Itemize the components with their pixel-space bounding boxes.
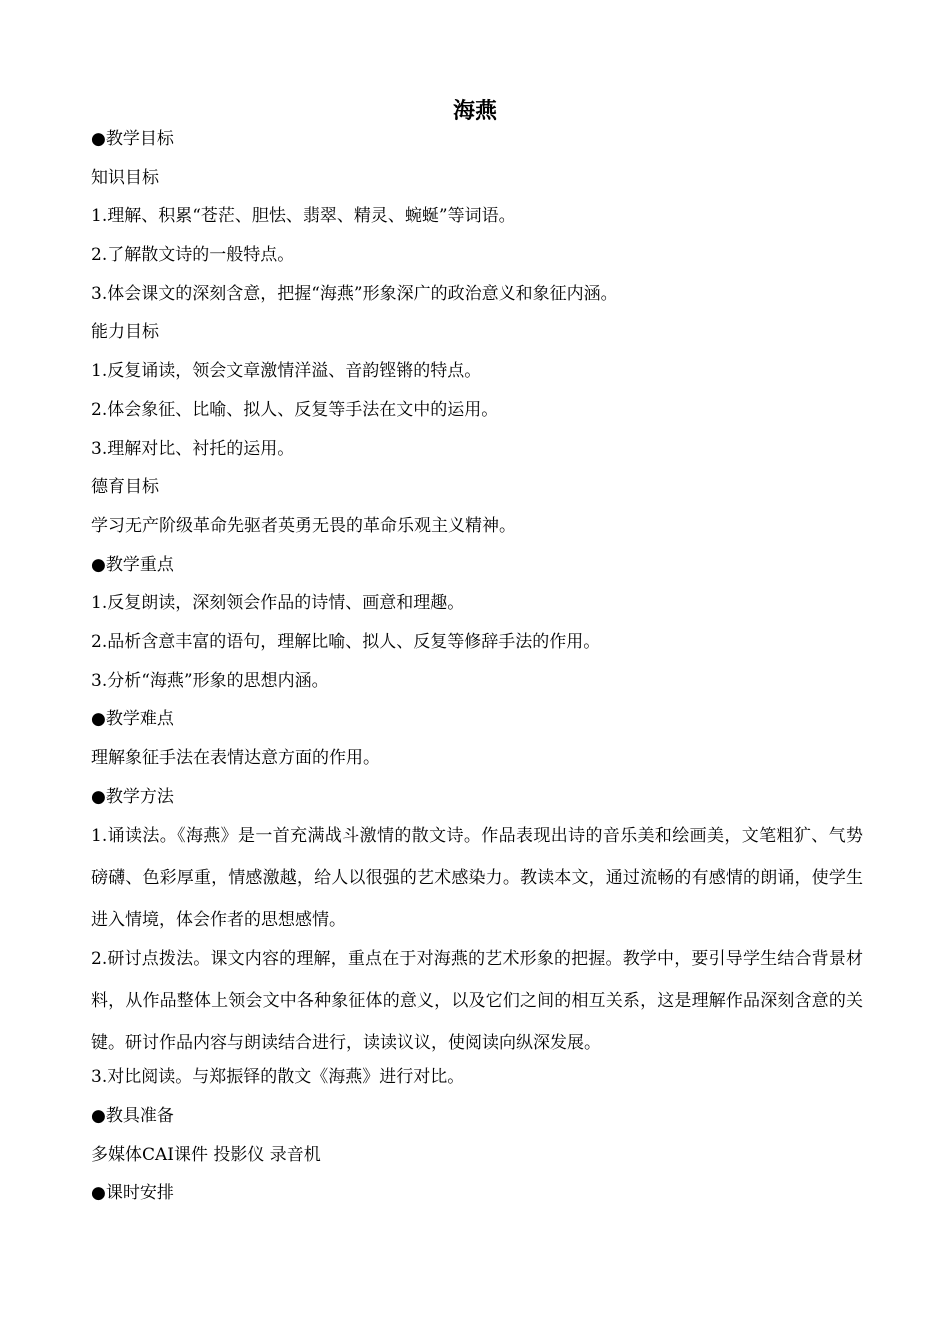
moral-text: 学习无产阶级革命先驱者英勇无畏的革命乐观主义精神。 bbox=[91, 515, 516, 536]
difficulty-heading: ● 教学难点 bbox=[91, 703, 863, 742]
key-point-item-1: 1.反复朗读，深刻领会作品的诗情、画意和理趣。 bbox=[91, 593, 465, 614]
knowledge-heading: 知识目标 bbox=[91, 167, 159, 188]
method-item-3: 3.对比阅读。与郑振铎的散文《海燕》进行对比。 bbox=[91, 1067, 465, 1088]
difficulty-text: 理解象征手法在表情达意方面的作用。 bbox=[91, 748, 380, 768]
ability-item-2: 2.体会象征、比喻、拟人、反复等手法在文中的运用。 bbox=[91, 399, 499, 420]
objectives-heading: ● 教学目标 bbox=[91, 123, 863, 162]
ability-item-3: 3.理解对比、衬托的运用。 bbox=[91, 438, 295, 459]
ability-item-1: 1.反复诵读，领会文章激情洋溢、音韵铿锵的特点。 bbox=[91, 361, 482, 382]
tools-heading: ● 教具准备 bbox=[91, 1100, 863, 1139]
key-point-item-3: 3.分析“海燕”形象的思想内涵。 bbox=[91, 670, 329, 691]
methods-heading: ● 教学方法 bbox=[91, 781, 863, 820]
document-body bbox=[91, 123, 863, 1216]
moral-heading: 德育目标 bbox=[91, 477, 159, 498]
schedule-heading: ● 课时安排 bbox=[91, 1177, 863, 1216]
knowledge-item-3: 3.体会课文的深刻含意，把握“海燕”形象深广的政治意义和象征内涵。 bbox=[91, 283, 618, 304]
document-title: 海燕 bbox=[452, 99, 497, 124]
ability-heading: 能力目标 bbox=[91, 322, 159, 343]
tools-text: 多媒体CAI课件 投影仪 录音机 bbox=[91, 1144, 321, 1165]
knowledge-item-2: 2.了解散文诗的一般特点。 bbox=[91, 245, 295, 266]
knowledge-item-1: 1.理解、积累“苍茫、胆怯、翡翠、精灵、蜿蜒”等词语。 bbox=[91, 206, 516, 227]
method-item-2: 2.研讨点拨法。课文内容的理解，重点在于对海燕的艺术形象的把握。教学中，要引导学生结合背景材料，从作品整体上领会文中各种象征体的意义，以及它们之间的相互关系，这是理解作品深刻含意的关键。研讨作品内容与朗读结合进行，读读议议，使阅读向纵深发展。 bbox=[91, 949, 863, 1054]
method-item-1: 1.诵读法。《海燕》是一首充满战斗激情的散文诗。作品表现出诗的音乐美和绘画美，文笔粗犷、气势磅礴、色彩厚重，情感激越，给人以很强的艺术感染力。教读本文，通过流畅的有感情的朗诵，使学生进入情境，体会作者的思想感情。 bbox=[91, 826, 863, 931]
key-points-heading: ● 教学重点 bbox=[91, 549, 863, 588]
key-point-item-2: 2.品析含意丰富的语句，理解比喻、拟人、反复等修辞手法的作用。 bbox=[91, 631, 601, 652]
